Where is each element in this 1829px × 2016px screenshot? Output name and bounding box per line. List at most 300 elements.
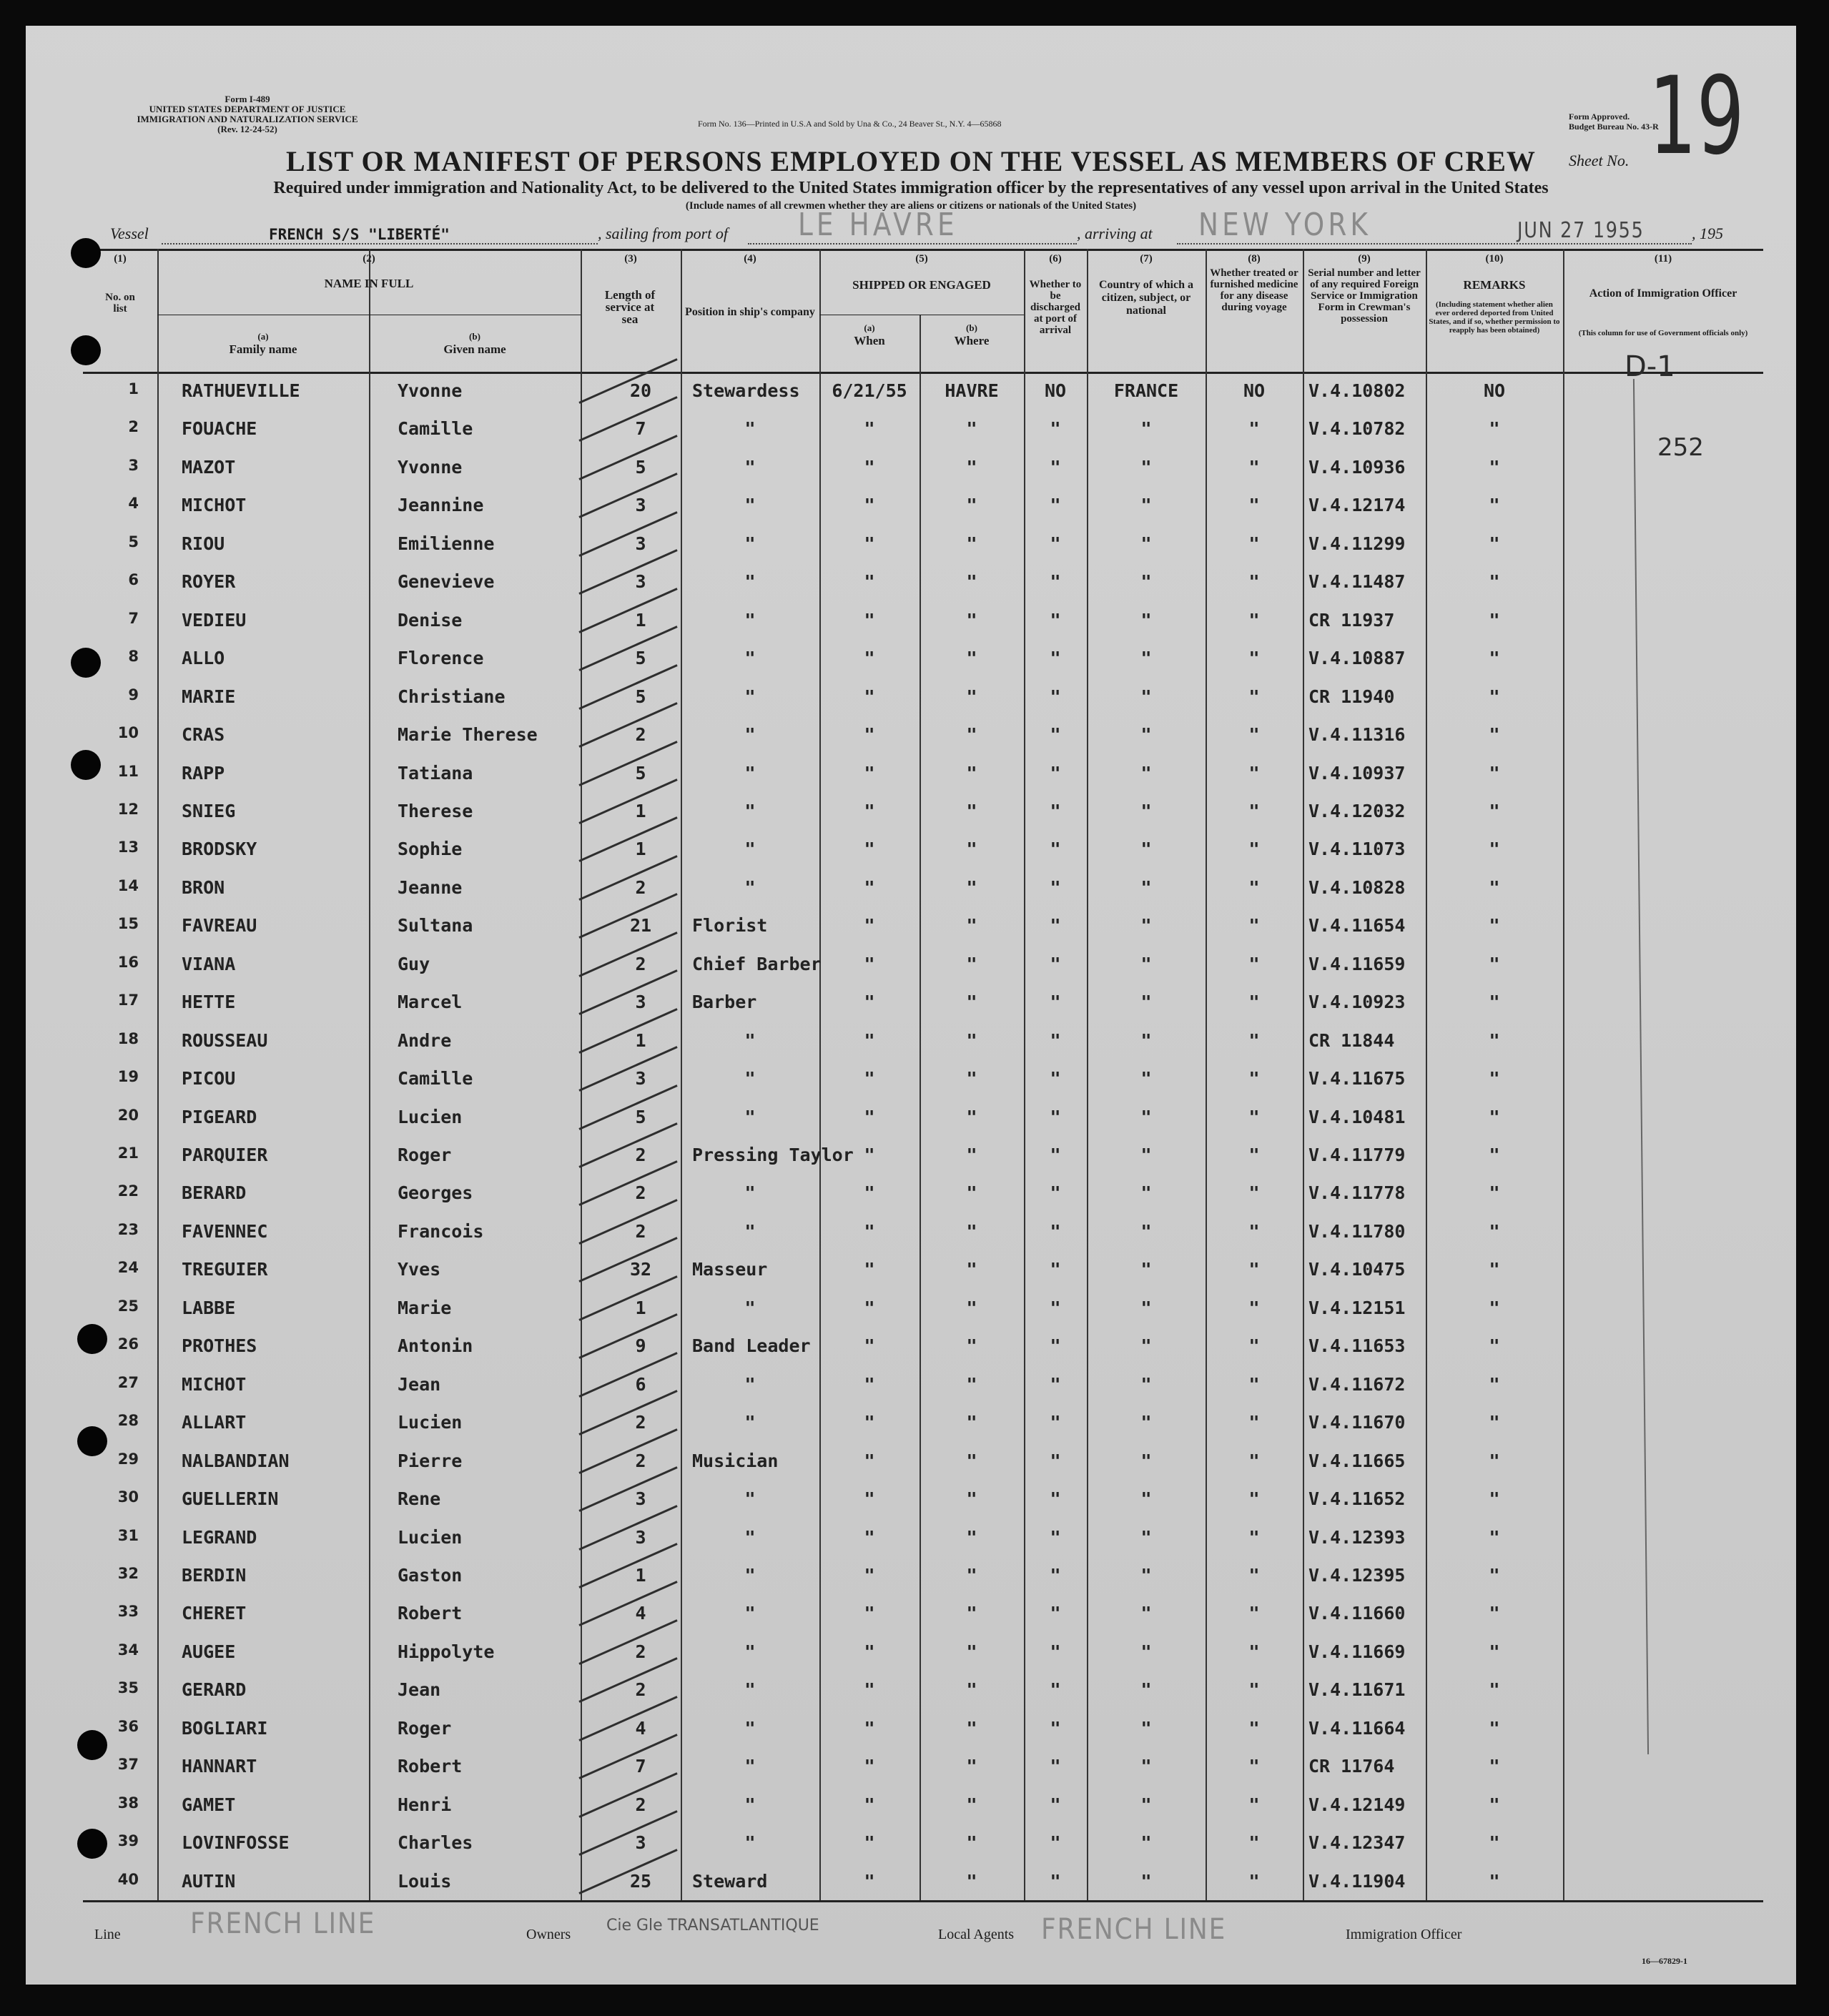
ditto-mark: "	[1489, 953, 1500, 974]
ditto-mark: "	[1140, 1564, 1152, 1586]
ditto-mark: "	[1489, 1373, 1500, 1395]
ditto-mark: "	[864, 609, 875, 631]
ditto-mark: "	[864, 1832, 875, 1854]
ditto-mark: "	[1248, 992, 1260, 1013]
ditto-mark: "	[744, 533, 756, 554]
ditto-mark: "	[1140, 418, 1152, 440]
ditto-mark: "	[966, 1717, 977, 1739]
given-name: Yves	[398, 1259, 441, 1280]
ditto-mark: "	[1140, 1373, 1152, 1395]
ditto-mark: "	[864, 1603, 875, 1624]
ditto-mark: "	[744, 571, 756, 593]
ditto-mark: "	[1140, 1145, 1152, 1165]
service-length: 2	[635, 1182, 646, 1204]
ditto-mark: "	[1140, 648, 1152, 669]
service-length: 5	[635, 456, 646, 478]
officer-mark: D-1	[1625, 350, 1675, 383]
ditto-mark: "	[1489, 1603, 1500, 1624]
ditto-mark: "	[1050, 800, 1061, 821]
ditto-mark: "	[1050, 953, 1061, 974]
service-length: 2	[635, 1412, 646, 1433]
service-length: 1	[635, 839, 646, 860]
ditto-mark: "	[864, 953, 875, 974]
ditto-mark: "	[1489, 1870, 1500, 1892]
column-number: (6)	[1049, 253, 1062, 265]
ditto-mark: "	[1489, 1641, 1500, 1662]
ditto-mark: "	[966, 571, 977, 593]
arrival-date: JUN 27 1955	[1517, 218, 1645, 243]
position: Musician	[692, 1450, 779, 1471]
ditto-mark: "	[1050, 1679, 1061, 1701]
ditto-mark: "	[1489, 1335, 1500, 1357]
service-length: 4	[635, 1603, 646, 1624]
serial-number: V.4.10782	[1308, 418, 1406, 440]
ditto-mark: "	[1248, 839, 1260, 860]
ditto-mark: "	[1140, 839, 1152, 860]
ditto-mark: "	[1050, 1870, 1061, 1892]
given-name: Gaston	[398, 1564, 463, 1586]
ditto-mark: "	[1050, 1106, 1061, 1127]
ditto-mark: "	[1050, 1641, 1061, 1662]
given-name: Georges	[398, 1182, 473, 1204]
ditto-mark: "	[1050, 1526, 1061, 1548]
ditto-mark: "	[1489, 1488, 1500, 1510]
family-name: RIOU	[182, 533, 225, 554]
ditto-mark: "	[1050, 839, 1061, 860]
header-remarks-note: (Including statement whether alien ever ordered deported from United States, and if so, whether permission to reapply has been obtained)	[1429, 300, 1560, 335]
ditto-mark: "	[864, 571, 875, 593]
ditto-mark: "	[1050, 1450, 1061, 1471]
service-length: 2	[635, 953, 646, 974]
given-name: Lucien	[398, 1106, 463, 1127]
ditto-mark: "	[1248, 1182, 1260, 1204]
ditto-mark: "	[864, 648, 875, 669]
ditto-mark: "	[744, 1106, 756, 1127]
ditto-mark: "	[966, 456, 977, 478]
ditto-mark: "	[1489, 992, 1500, 1013]
ditto-mark: "	[1050, 1564, 1061, 1586]
service-length: 9	[635, 1335, 646, 1357]
ditto-mark: "	[864, 1145, 875, 1165]
serial-number: V.4.11316	[1308, 724, 1406, 746]
ditto-mark: "	[1050, 571, 1061, 593]
header-discharged: Whether to be discharged at port of arrival	[1029, 279, 1082, 336]
service-length: 7	[635, 418, 646, 440]
ditto-mark: "	[1489, 1717, 1500, 1739]
ditto-mark: "	[966, 686, 977, 707]
agents-stamp: FRENCH LINE	[1041, 1913, 1227, 1946]
sailing-label: , sailing from port of	[598, 224, 728, 242]
family-name: GERARD	[182, 1679, 247, 1701]
service-length: 5	[635, 686, 646, 707]
budget-bureau-label: Budget Bureau No. 43-R	[1569, 122, 1659, 132]
ditto-mark: "	[864, 1029, 875, 1051]
ditto-mark: "	[864, 686, 875, 707]
ditto-mark: "	[1489, 839, 1500, 860]
family-name: NALBANDIAN	[182, 1450, 290, 1471]
ditto-mark: "	[1050, 1220, 1061, 1242]
serial-number: V.4.11073	[1308, 839, 1406, 860]
row-number: 31	[117, 1526, 139, 1544]
header-when: When	[854, 334, 885, 347]
ditto-mark: "	[744, 724, 756, 746]
given-name: Sophie	[398, 839, 463, 860]
punch-hole	[71, 750, 101, 780]
ditto-mark: "	[966, 1641, 977, 1662]
service-length: 5	[635, 762, 646, 784]
serial-number: V.4.11654	[1308, 915, 1406, 937]
ditto-mark: "	[966, 1679, 977, 1701]
ditto-mark: "	[966, 1297, 977, 1318]
ditto-mark: "	[1248, 1564, 1260, 1586]
family-name: MICHOT	[182, 495, 247, 516]
ditto-mark: "	[1140, 495, 1152, 516]
header-position: Position in ship's company	[685, 306, 815, 318]
row-number: 23	[117, 1220, 139, 1238]
given-name: Jeannine	[398, 495, 484, 516]
ditto-mark: "	[1248, 915, 1260, 937]
shipped-when: 6/21/55	[832, 380, 907, 401]
serial-number: V.4.11779	[1308, 1145, 1406, 1165]
port-from: LE HAVRE	[798, 207, 958, 243]
ditto-mark: "	[966, 1029, 977, 1051]
ditto-mark: "	[864, 876, 875, 898]
row-number: 5	[128, 533, 139, 550]
ditto-mark: "	[1248, 533, 1260, 554]
ditto-mark: "	[864, 1373, 875, 1395]
serial-number: V.4.11780	[1308, 1220, 1406, 1242]
given-name: Tatiana	[398, 762, 473, 784]
column-number: (11)	[1654, 253, 1672, 265]
family-name: MARIE	[182, 686, 236, 707]
ditto-mark: "	[1248, 1794, 1260, 1815]
ditto-mark: "	[744, 1297, 756, 1318]
ditto-mark: "	[1050, 1335, 1061, 1357]
ditto-mark: "	[1489, 686, 1500, 707]
column-number: (3)	[624, 253, 637, 265]
ditto-mark: "	[1140, 456, 1152, 478]
medicine: NO	[1243, 380, 1266, 401]
ditto-mark: "	[1489, 456, 1500, 478]
ditto-mark: "	[1248, 876, 1260, 898]
ditto-mark: "	[966, 1832, 977, 1854]
shipped-where: HAVRE	[945, 380, 999, 401]
ditto-mark: "	[1140, 571, 1152, 593]
ditto-mark: "	[744, 1412, 756, 1433]
serial-number: CR 11764	[1308, 1756, 1395, 1777]
line-stamp: FRENCH LINE	[190, 1907, 376, 1940]
ditto-mark: "	[1489, 609, 1500, 631]
ditto-mark: "	[864, 1068, 875, 1089]
ditto-mark: "	[864, 1679, 875, 1701]
arriving-label: , arriving at	[1077, 224, 1153, 242]
ditto-mark: "	[864, 1564, 875, 1586]
ditto-mark: "	[1248, 648, 1260, 669]
serial-number: V.4.12151	[1308, 1297, 1406, 1318]
row-number: 6	[128, 571, 139, 589]
family-name: FAVENNEC	[182, 1220, 268, 1242]
ditto-mark: "	[1489, 800, 1500, 821]
given-name: Jeanne	[398, 876, 463, 898]
ditto-mark: "	[1489, 1106, 1500, 1127]
ditto-mark: "	[1248, 1641, 1260, 1662]
given-name: Roger	[398, 1145, 452, 1165]
ditto-mark: "	[1489, 1794, 1500, 1815]
row-number: 11	[117, 762, 139, 780]
ditto-mark: "	[1248, 571, 1260, 593]
given-name: Roger	[398, 1717, 452, 1739]
serial-number: V.4.10802	[1308, 380, 1406, 401]
ditto-mark: "	[864, 418, 875, 440]
ditto-mark: "	[1050, 1145, 1061, 1165]
form-approval	[1569, 112, 1659, 132]
punch-hole	[77, 1426, 107, 1456]
position: Chief Barber	[692, 953, 822, 974]
serial-number: V.4.12395	[1308, 1564, 1406, 1586]
page-note: (Include names of all crewmen whether they are aliens or citizens or nationals of the United States)	[685, 200, 1137, 212]
ditto-mark: "	[864, 1106, 875, 1127]
ditto-mark: "	[864, 456, 875, 478]
ditto-mark: "	[1140, 686, 1152, 707]
serial-number: V.4.11660	[1308, 1603, 1406, 1624]
header-serial: Serial number and letter of any required Foreign Service or Immigration Form in Crewman's possession	[1308, 267, 1421, 325]
ditto-mark: "	[1050, 1259, 1061, 1280]
ditto-mark: "	[864, 1450, 875, 1471]
given-name: Francois	[398, 1220, 484, 1242]
family-name: TREGUIER	[182, 1259, 268, 1280]
ditto-mark: "	[1248, 1259, 1260, 1280]
given-name: Genevieve	[398, 571, 495, 593]
ditto-mark: "	[1248, 1373, 1260, 1395]
service-length: 2	[635, 876, 646, 898]
service-length: 32	[629, 1259, 652, 1280]
printer-line: Form No. 136—Printed in U.S.A and Sold by Una & Co., 24 Beaver St., N.Y. 4—65868	[698, 119, 1002, 129]
ditto-mark: "	[864, 1335, 875, 1357]
ditto-mark: "	[864, 839, 875, 860]
ditto-mark: "	[1489, 1068, 1500, 1089]
given-name: Marie Therese	[398, 724, 538, 746]
family-name: PIGEARD	[182, 1106, 257, 1127]
ditto-mark: "	[966, 1335, 977, 1357]
ditto-mark: "	[744, 1182, 756, 1204]
ditto-mark: "	[744, 1603, 756, 1624]
service-length: 21	[629, 915, 652, 937]
given-name: Henri	[398, 1794, 452, 1815]
ditto-mark: "	[1489, 648, 1500, 669]
header-family-name: Family name	[229, 342, 297, 356]
form-header-left	[90, 94, 405, 134]
given-name: Denise	[398, 609, 463, 631]
service-length: 5	[635, 1106, 646, 1127]
given-name: Therese	[398, 800, 473, 821]
department: UNITED STATES DEPARTMENT OF JUSTICE	[149, 104, 346, 114]
ditto-mark: "	[744, 876, 756, 898]
page-subtitle: Required under immigration and Nationality Act, to be delivered to the United States immigration officer by the representatives of any vessel upon arrival in the United States	[273, 179, 1549, 197]
ditto-mark: "	[864, 1259, 875, 1280]
ditto-mark: "	[1248, 953, 1260, 974]
ditto-mark: "	[1140, 1488, 1152, 1510]
ditto-mark: "	[966, 1106, 977, 1127]
family-name: VIANA	[182, 953, 236, 974]
ditto-mark: "	[1248, 724, 1260, 746]
ditto-mark: "	[1140, 1717, 1152, 1739]
family-name: LEGRAND	[182, 1526, 257, 1548]
position: Steward	[692, 1870, 768, 1892]
ditto-mark: "	[966, 1220, 977, 1242]
ditto-mark: "	[1248, 686, 1260, 707]
row-number: 15	[117, 915, 139, 933]
owners-label: Owners	[526, 1927, 571, 1942]
header-treated: Whether treated or furnished medicine for any disease during voyage	[1210, 267, 1298, 313]
column-number: (9)	[1358, 253, 1371, 265]
family-name: HETTE	[182, 992, 236, 1013]
serial-number: V.4.11652	[1308, 1488, 1406, 1510]
family-name: CRAS	[182, 724, 225, 746]
service-length: 3	[635, 495, 646, 516]
family-name: HANNART	[182, 1756, 257, 1777]
row-number: 33	[117, 1603, 139, 1621]
punch-hole	[71, 238, 101, 268]
ditto-mark: "	[864, 1526, 875, 1548]
ditto-mark: "	[1140, 1794, 1152, 1815]
family-name: FAVREAU	[182, 915, 257, 937]
ditto-mark: "	[744, 800, 756, 821]
header-no-on-list: No. on list	[105, 292, 135, 315]
serial-number: CR 11937	[1308, 609, 1395, 631]
serial-number: V.4.11653	[1308, 1335, 1406, 1357]
ditto-mark: "	[1140, 1450, 1152, 1471]
service-length: 2	[635, 1145, 646, 1165]
row-number: 26	[117, 1335, 139, 1353]
ditto-mark: "	[1050, 1297, 1061, 1318]
ditto-mark: "	[1248, 1756, 1260, 1777]
ditto-mark: "	[1050, 456, 1061, 478]
row-number: 12	[117, 800, 139, 818]
row-number: 14	[117, 876, 139, 894]
family-name: BOGLIARI	[182, 1717, 268, 1739]
manifest-sheet	[26, 26, 1796, 1985]
ditto-mark: "	[1489, 1526, 1500, 1548]
row-number: 27	[117, 1373, 139, 1391]
ditto-mark: "	[744, 456, 756, 478]
ditto-mark: "	[1140, 800, 1152, 821]
ditto-mark: "	[966, 1488, 977, 1510]
serial-number: V.4.11665	[1308, 1450, 1406, 1471]
ditto-mark: "	[1050, 762, 1061, 784]
ditto-mark: "	[966, 609, 977, 631]
header-officer-action: Action of Immigration Officer	[1589, 287, 1737, 300]
service-length: 2	[635, 1450, 646, 1471]
family-name: LOVINFOSSE	[182, 1832, 290, 1854]
family-name: GAMET	[182, 1794, 236, 1815]
ditto-mark: "	[1140, 992, 1152, 1013]
ditto-mark: "	[864, 1412, 875, 1433]
service-length: 3	[635, 533, 646, 554]
row-number: 30	[117, 1488, 139, 1506]
service-length: 2	[635, 1794, 646, 1815]
ditto-mark: "	[864, 800, 875, 821]
ditto-mark: "	[1050, 1029, 1061, 1051]
ditto-mark: "	[966, 1373, 977, 1395]
ditto-mark: "	[1140, 1259, 1152, 1280]
ditto-mark: "	[1248, 800, 1260, 821]
family-name: ALLART	[182, 1412, 247, 1433]
position: Pressing Taylor	[692, 1145, 854, 1165]
ditto-mark: "	[966, 1794, 977, 1815]
discharged: NO	[1044, 380, 1067, 401]
ditto-mark: "	[864, 762, 875, 784]
sheet-number: 19	[1649, 54, 1745, 179]
line-label: Line	[94, 1927, 121, 1942]
ditto-mark: "	[966, 953, 977, 974]
header-given-sub: (b)	[469, 331, 480, 342]
ditto-mark: "	[1050, 1373, 1061, 1395]
ditto-mark: "	[1050, 1603, 1061, 1624]
ditto-mark: "	[1248, 1488, 1260, 1510]
punch-hole	[77, 1324, 107, 1354]
family-name: PROTHES	[182, 1335, 257, 1357]
family-name: BRON	[182, 876, 225, 898]
row-number: 17	[117, 992, 139, 1009]
row-number: 18	[117, 1029, 139, 1047]
ditto-mark: "	[864, 1182, 875, 1204]
ditto-mark: "	[1489, 533, 1500, 554]
ditto-mark: "	[1140, 1526, 1152, 1548]
row-number: 8	[128, 648, 139, 666]
ditto-mark: "	[1489, 1756, 1500, 1777]
ditto-mark: "	[1140, 876, 1152, 898]
ditto-mark: "	[1489, 1145, 1500, 1165]
ditto-mark: "	[1050, 1756, 1061, 1777]
row-number: 35	[117, 1679, 139, 1697]
service-length: 6	[635, 1373, 646, 1395]
given-name: Andre	[398, 1029, 452, 1051]
given-name: Robert	[398, 1756, 463, 1777]
given-name: Sultana	[398, 915, 473, 937]
ditto-mark: "	[864, 1870, 875, 1892]
service-length: 1	[635, 1297, 646, 1318]
ditto-mark: "	[744, 1832, 756, 1854]
ditto-mark: "	[1140, 1220, 1152, 1242]
ditto-mark: "	[864, 992, 875, 1013]
ditto-mark: "	[744, 1220, 756, 1242]
ditto-mark: "	[966, 1870, 977, 1892]
header-where: Where	[954, 334, 990, 347]
ditto-mark: "	[1489, 495, 1500, 516]
ditto-mark: "	[1050, 1717, 1061, 1739]
given-name: Marie	[398, 1297, 452, 1318]
ditto-mark: "	[1248, 1297, 1260, 1318]
ditto-mark: "	[1248, 456, 1260, 478]
ditto-mark: "	[1248, 609, 1260, 631]
vessel-label: Vessel	[110, 224, 149, 242]
ditto-mark: "	[966, 1526, 977, 1548]
serial-number: V.4.11664	[1308, 1717, 1406, 1739]
column-number: (7)	[1140, 253, 1153, 265]
given-name: Christiane	[398, 686, 506, 707]
ditto-mark: "	[744, 1564, 756, 1586]
ditto-mark: "	[864, 1717, 875, 1739]
ditto-mark: "	[966, 495, 977, 516]
ditto-mark: "	[744, 648, 756, 669]
row-number: 9	[128, 686, 139, 703]
row-number: 29	[117, 1450, 139, 1468]
family-name: SNIEG	[182, 800, 236, 821]
row-number: 19	[117, 1068, 139, 1086]
row-number: 28	[117, 1412, 139, 1430]
service-length: 5	[635, 648, 646, 669]
ditto-mark: "	[1489, 876, 1500, 898]
